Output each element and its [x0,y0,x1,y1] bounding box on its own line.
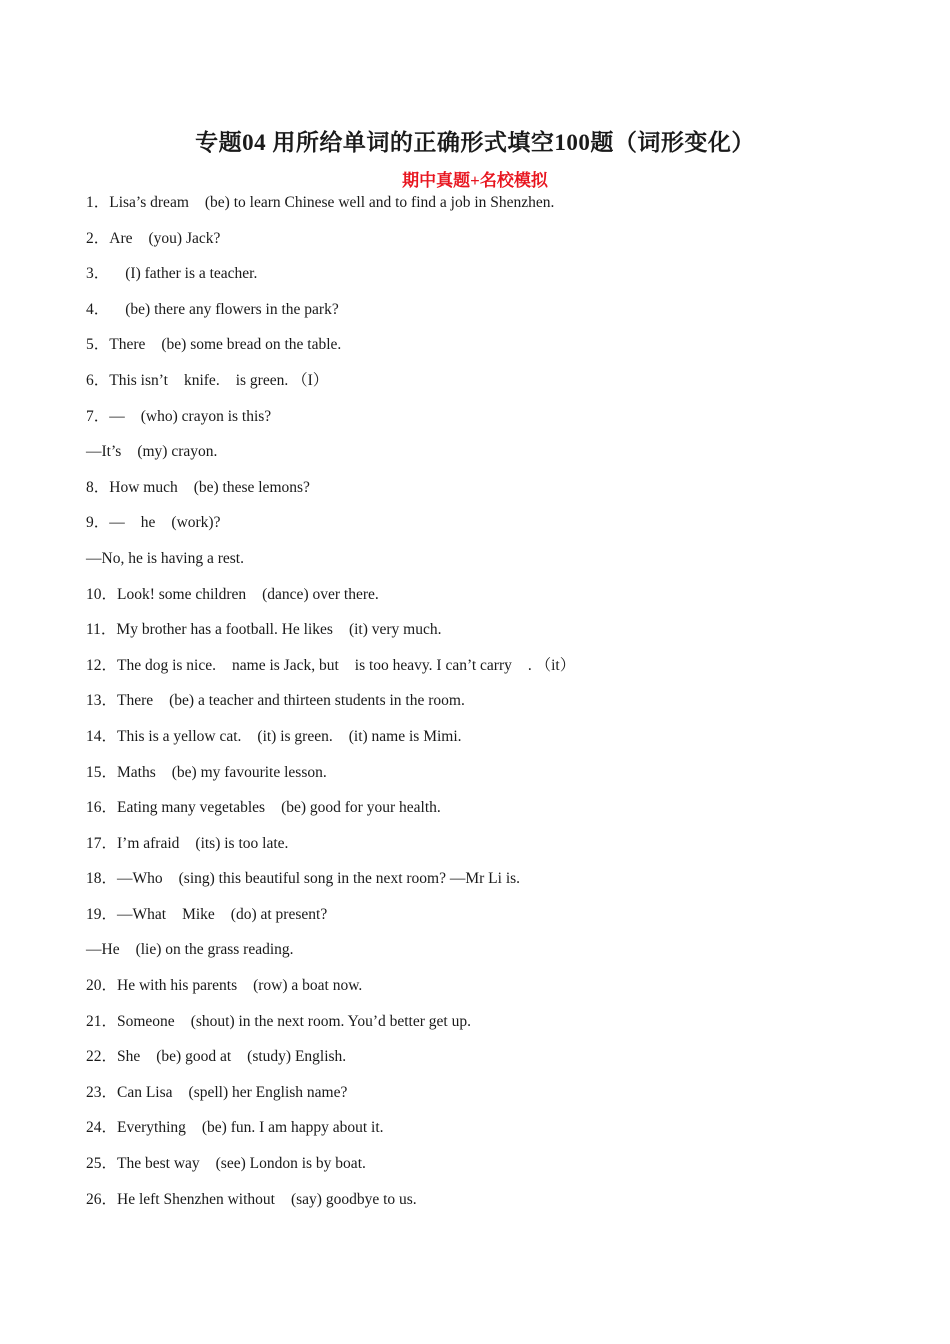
question-text: 1．Lisa’s dream [86,194,189,211]
question-text: —He [86,941,120,959]
question-text: . （it） [527,656,576,674]
question-text: (be) to learn Chinese well and to find a job in Shenzhen. [204,194,555,211]
question-list [86,190,886,1222]
question-text: 5．There [86,336,146,354]
question-text: (say) goodbye to us. [290,1190,417,1208]
question-line [86,368,886,404]
question-line [86,973,886,1009]
question-line [86,1151,886,1187]
question-text: 22．She [86,1048,141,1066]
question-line [86,439,886,475]
question-text: (it) name is Mimi. [348,727,462,745]
question-text: —No, he is having a rest. [86,549,244,567]
question-text: 16．Eating many vegetables [86,799,266,817]
question-line [86,1080,886,1116]
question-text: 9．— [86,514,125,532]
question-text: 10．Look! some children [86,585,247,603]
question-line [86,226,886,262]
question-line [86,1044,886,1080]
question-text: 26．He left Shenzhen without [86,1190,275,1208]
question-text: 7．— [86,407,125,425]
question-line [86,1187,886,1223]
question-text: he [140,514,156,532]
question-text: 23．Can Lisa [86,1083,173,1101]
question-text: Mike [182,905,215,923]
question-text: name is Jack, but [232,656,339,674]
question-line [86,902,886,938]
question-text: (be) my favourite lesson. [171,763,327,781]
question-text: 3． [86,265,110,283]
question-line [86,332,886,368]
question-line [86,760,886,796]
question-text: —It’s [86,443,122,461]
question-line [86,297,886,333]
question-text: (do) at present? [230,905,328,923]
question-line [86,937,886,973]
question-text: 18．—Who [86,870,163,888]
worksheet-subtitle: 期中真题+名校模拟 [402,171,548,190]
question-text: (be) there any flowers in the park? [125,300,339,318]
question-line [86,653,886,689]
question-text: knife. [183,371,220,389]
question-text: (be) some bread on the table. [161,336,342,354]
question-text: (shout) in the next room. You’d better get up. [190,1012,471,1030]
question-text: (study) English. [247,1048,347,1066]
question-text: (spell) her English name? [188,1083,348,1101]
question-line [86,261,886,297]
question-text: 24．Everything [86,1119,186,1137]
worksheet-title: 专题04 用所给单词的正确形式填空100题（词形变化） [195,130,755,155]
question-text: is green. （I） [235,371,329,389]
question-text: (it) is green. [257,727,333,745]
question-line [86,510,886,546]
question-text: 12．The dog is nice. [86,656,217,674]
question-text: (my) crayon. [137,443,218,461]
question-text: 15．Maths [86,763,156,781]
question-text: (work)? [171,514,221,532]
question-text: (see) London is by boat. [215,1155,366,1173]
question-text: 8．How much [86,478,178,496]
question-line [86,404,886,440]
question-text: 19．—What [86,905,167,923]
question-line [86,190,886,226]
question-text: 11．My brother has a football. He likes [86,621,333,639]
question-text: 21．Someone [86,1012,175,1030]
question-text: (sing) this beautiful song in the next room? —Mr Li is. [178,870,521,888]
question-line [86,546,886,582]
question-text: (be) good for your health. [281,799,441,817]
question-text: 4． [86,300,110,318]
question-text: (dance) over there. [262,585,379,603]
question-line [86,1115,886,1151]
question-text: 13．There [86,692,154,710]
question-line [86,475,886,511]
question-text: (it) very much. [348,621,442,639]
question-text: (be) these lemons? [193,478,310,496]
question-text: 17．I’m afraid [86,834,180,852]
question-text: 14．This is a yellow cat. [86,727,242,745]
question-text: is too heavy. I can’t carry [354,656,512,674]
question-text: (who) crayon is this? [140,407,272,425]
question-text: (you) Jack? [148,229,221,247]
question-text: 2．Are [86,229,133,247]
question-line [86,688,886,724]
question-line [86,617,886,653]
question-text: (its) is too late. [195,834,289,852]
question-line [86,795,886,831]
question-text: (be) good at [156,1048,232,1066]
question-line [86,582,886,618]
question-text: 6．This isn’t [86,371,168,389]
question-line [86,831,886,867]
question-line [86,724,886,760]
question-text: 25．The best way [86,1155,200,1173]
question-line [86,1009,886,1045]
question-text: (row) a boat now. [253,977,363,995]
question-text: 20．He with his parents [86,977,238,995]
question-line [86,866,886,902]
question-text: (be) a teacher and thirteen students in the room. [169,692,465,710]
question-text: (be) fun. I am happy about it. [201,1119,384,1137]
question-text: (I) father is a teacher. [125,265,258,283]
question-text: (lie) on the grass reading. [135,941,294,959]
